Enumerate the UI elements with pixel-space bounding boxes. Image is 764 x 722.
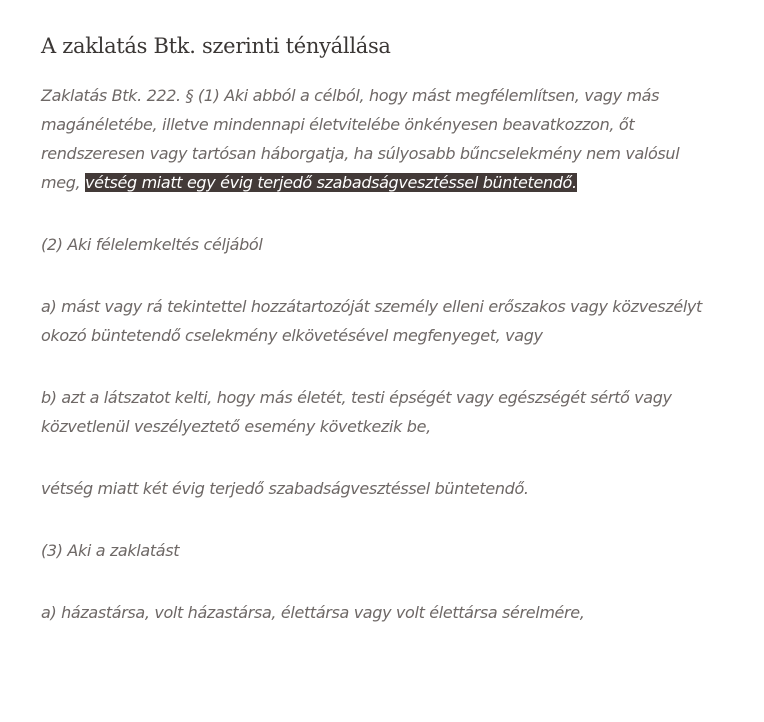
paragraph-6: (3) Aki a zaklatást bbox=[41, 541, 180, 560]
paragraph-3: a) mást vagy rá tekintettel hozzátartozóját személy elleni erőszakos vagy közveszélyt okozó büntetendő cselekmény elkövetésével megfenyeget, vagy bbox=[41, 297, 702, 345]
paragraph-7: a) házastársa, volt házastársa, élettársa vagy volt élettársa sérelmére, bbox=[41, 603, 585, 622]
paragraph-1 bbox=[41, 81, 721, 197]
paragraph-2: (2) Aki félelemkeltés céljából bbox=[41, 235, 263, 254]
paragraph-5: vétség miatt két évig terjedő szabadságvesztéssel büntetendő. bbox=[41, 479, 529, 498]
article-body bbox=[41, 30, 721, 627]
highlighted-text: vétség miatt egy évig terjedő szabadságvesztéssel büntetendő. bbox=[85, 173, 577, 192]
paragraph-4: b) azt a látszatot kelti, hogy más életét, testi épségét vagy egészségét sértő vagy közvetlenül veszélyeztető esemény következik be, bbox=[41, 388, 672, 436]
article-title: A zaklatás Btk. szerinti tényállása bbox=[41, 34, 391, 58]
paragraph-1-text: Zaklatás Btk. 222. § (1) Aki abból a célból, hogy mást megfélemlítsen, vagy más magánéletébe, illetve mindennapi életvitelébe önkényesen beavatkozzon, őt rendszeresen vagy tartósan háborgatja, ha súlyosabb bűncselekmény nem valósul meg, bbox=[41, 86, 680, 192]
